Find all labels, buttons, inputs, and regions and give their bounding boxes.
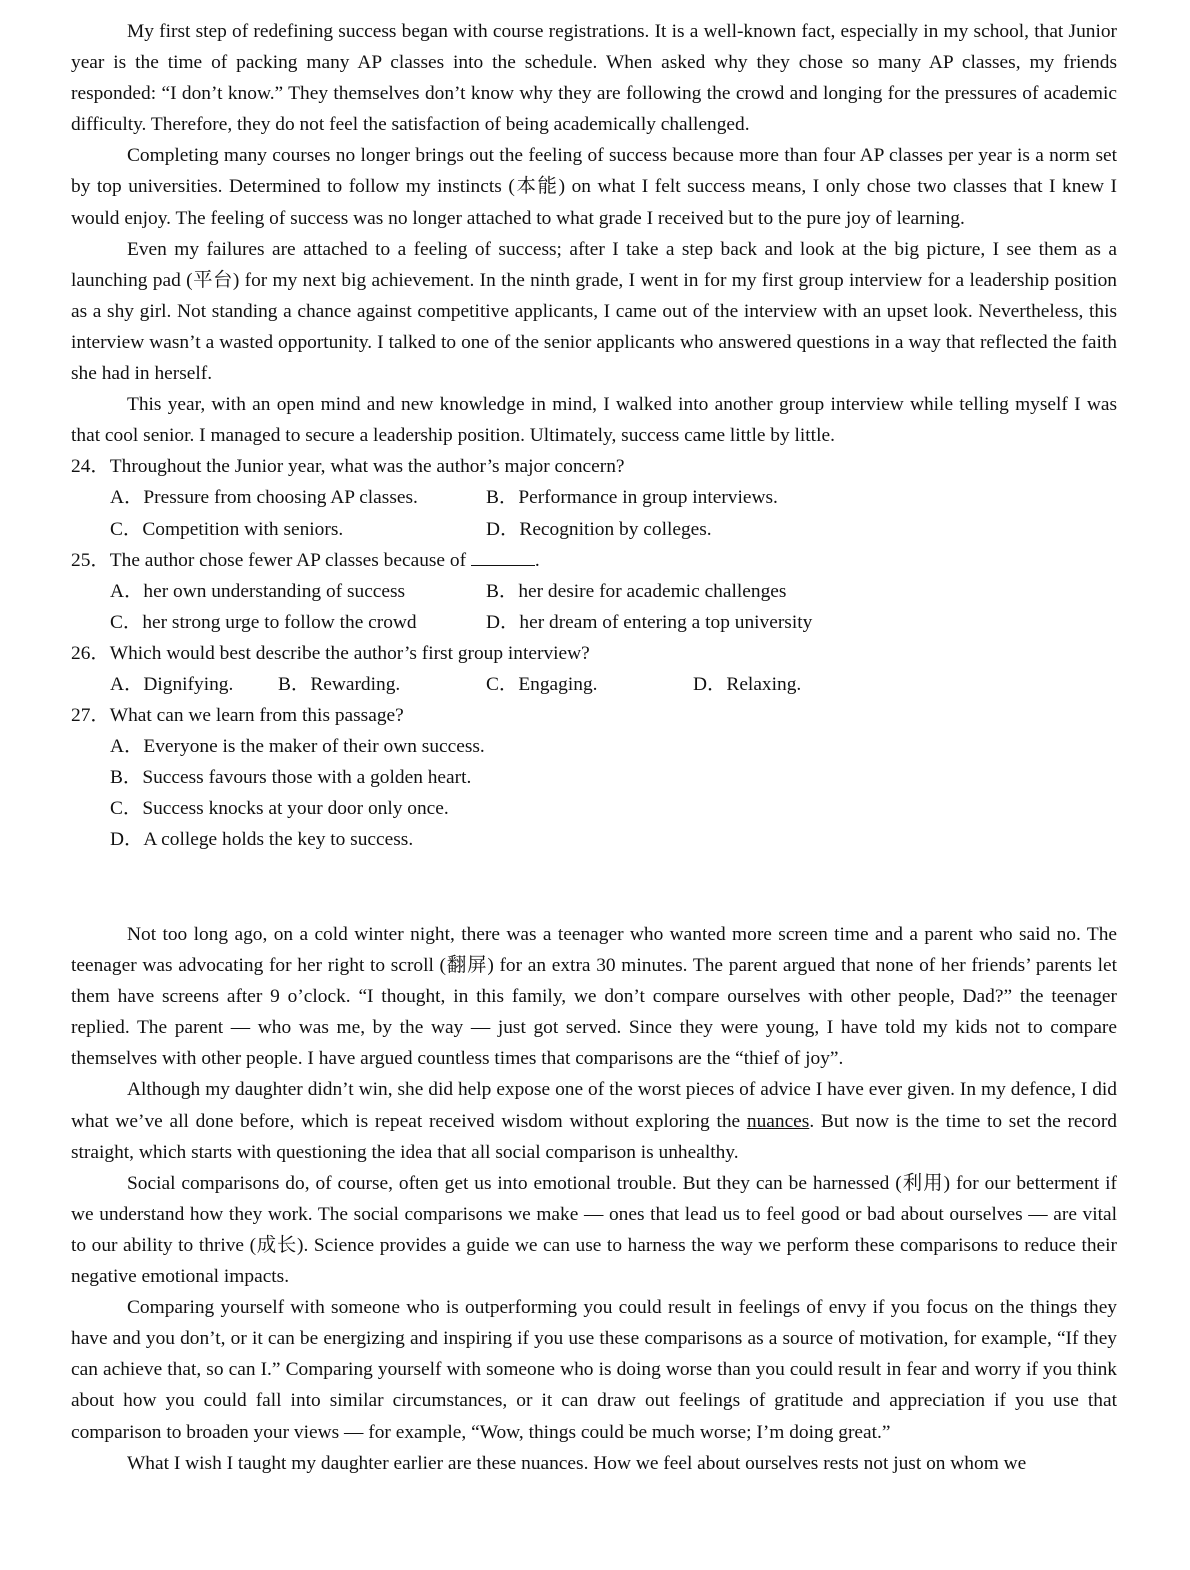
- question-27-option-d[interactable]: D．A college holds the key to success.: [110, 829, 414, 851]
- question-27-option-c[interactable]: C．Success knocks at your door only once.: [110, 798, 449, 820]
- question-24-option-d[interactable]: D．Recognition by colleges.: [486, 518, 712, 540]
- question-26: [71, 638, 1117, 700]
- passage-one-paragraph-1: My first step of redefining success began with course registrations. It is a well-known fact, especially in my school, that Junior year is the time of packing many AP classes into the schedule. When asked why they chose so many AP classes, my friends responded: “I don’t know.” They themselves don’t know why they are following the crowd and longing for the pressures of academic difficulty. Therefore, they do not feel the satisfaction of being academically challenged.: [71, 21, 1117, 136]
- question-24-options-row-1: [71, 482, 1117, 513]
- question-25-stem-end: .: [534, 549, 540, 571]
- underlined-word-nuances: nuances: [746, 1110, 810, 1132]
- question-25-option-b[interactable]: B．her desire for academic challenges: [486, 580, 787, 602]
- question-27-stem: 27．What can we learn from this passage?: [71, 705, 404, 727]
- passage-two-paragraph-2: [71, 1074, 1117, 1167]
- passage-two-paragraph-2-end: . But now is the time to set the record straight, which starts with questioning the idea that all social comparison is unhealthy.: [71, 1110, 1117, 1163]
- question-25: [71, 545, 1117, 638]
- question-26-stem: 26．Which would best describe the author’s first group interview?: [71, 642, 590, 664]
- question-25-option-c[interactable]: C．her strong urge to follow the crowd: [110, 611, 417, 633]
- question-25-stem: 25．The author chose fewer AP classes because of: [71, 549, 467, 571]
- question-25-option-a[interactable]: A．her own understanding of success: [110, 580, 406, 602]
- question-25-option-d[interactable]: D．her dream of entering a top university: [486, 611, 813, 633]
- passage-one-paragraph-3: Even my failures are attached to a feeling of success; after I take a step back and look at the big picture, I see them as a launching pad (平台) for my next big achievement. In the ninth grade, I went in for my first group interview for a leadership position as a shy girl. Not standing a chance against competitive applicants, I came out of the interview with an upset look. Nevertheless, this interview wasn’t a wasted opportunity. I talked to one of the senior applicants who answered questions in a way that reflected the faith she had in herself.: [71, 238, 1117, 385]
- question-26-option-d[interactable]: D．Relaxing.: [693, 673, 802, 695]
- answer-blank: [471, 547, 535, 566]
- passage-two-paragraph-1: Not too long ago, on a cold winter night, there was a teenager who wanted more screen time and a parent who said no. The teenager was advocating for her right to scroll (翻屏) for an extra 30 minutes. The parent argued that none of her friends’ parents let them have screens after 9 o’clock. “I thought, in this family, we don’t compare ourselves with other people, Dad?” the teenager replied. The parent — who was me, by the way — just got served. Since they were young, I have told my kids not to compare themselves with other people. I have argued countless times that comparisons are the “thief of joy”.: [71, 924, 1117, 1070]
- question-25-options-row-2: [71, 607, 1117, 638]
- question-26-option-a[interactable]: A．Dignifying.: [110, 673, 234, 695]
- passage-two-paragraph-2-start: Although my daughter didn’t win, she did help expose one of the worst pieces of advice I have ever given. In my defence, I did what we’ve all done before, which is repeat received wisdom without exploring the: [71, 1079, 1117, 1132]
- question-26-option-c[interactable]: C．Engaging.: [486, 673, 598, 695]
- passage-two-paragraph-3: Social comparisons do, of course, often get us into emotional trouble. But they can be harnessed (利用) for our betterment if we understand how they work. The social comparisons we make — ones that lead us to feel good or bad about ourselves — are vital to our ability to thrive (成长). Science provides a guide we can use to harness the way we perform these comparisons to reduce their negative emotional impacts.: [71, 1172, 1117, 1288]
- question-27: [71, 700, 1117, 855]
- question-27-option-b[interactable]: B．Success favours those with a golden heart.: [110, 767, 472, 789]
- question-25-stem-line: [71, 545, 1117, 576]
- question-24-stem: 24．Throughout the Junior year, what was the author’s major concern?: [71, 456, 625, 478]
- passage-two-paragraph-4: Comparing yourself with someone who is outperforming you could result in feelings of envy if you focus on the things they have and you don’t, or it can be energizing and inspiring if you use these comparisons as a source of motivation, for example, “If they can achieve that, so can I.” Comparing yourself with someone who is doing worse than you could result in fear and worry if you think about how you could fall into similar circumstances, or it can draw out feelings of gratitude and appreciation if you use that comparison to broaden your views — for example, “Wow, things could be much worse; I’m doing great.”: [71, 1297, 1117, 1443]
- question-24-option-b[interactable]: B．Performance in group interviews.: [486, 487, 778, 509]
- question-27-option-a[interactable]: A．Everyone is the maker of their own success.: [110, 736, 485, 758]
- passage-two-paragraph-5: What I wish I taught my daughter earlier are these nuances. How we feel about ourselves rests not just on whom we: [127, 1452, 1027, 1474]
- passage-one-paragraph-2: Completing many courses no longer brings out the feeling of success because more than four AP classes per year is a norm set by top universities. Determined to follow my instincts (本能) on what I felt success means, I only chose two classes that I knew I would enjoy. The feeling of success was no longer attached to what grade I received but to the pure joy of learning.: [71, 145, 1117, 229]
- passage-one: [71, 16, 1117, 856]
- question-26-options-row: [71, 669, 1117, 700]
- question-24-options-row-2: [71, 514, 1117, 545]
- passage-two: [71, 919, 1117, 1479]
- question-26-option-b[interactable]: B．Rewarding.: [278, 673, 401, 695]
- question-24-option-a[interactable]: A．Pressure from choosing AP classes.: [110, 487, 418, 509]
- question-24-option-c[interactable]: C．Competition with seniors.: [110, 518, 344, 540]
- passage-one-paragraph-4: This year, with an open mind and new knowledge in mind, I walked into another group interview while telling myself I was that cool senior. I managed to secure a leadership position. Ultimately, success came little by little.: [71, 394, 1117, 447]
- question-25-options-row-1: [71, 576, 1117, 607]
- question-24: [71, 451, 1117, 544]
